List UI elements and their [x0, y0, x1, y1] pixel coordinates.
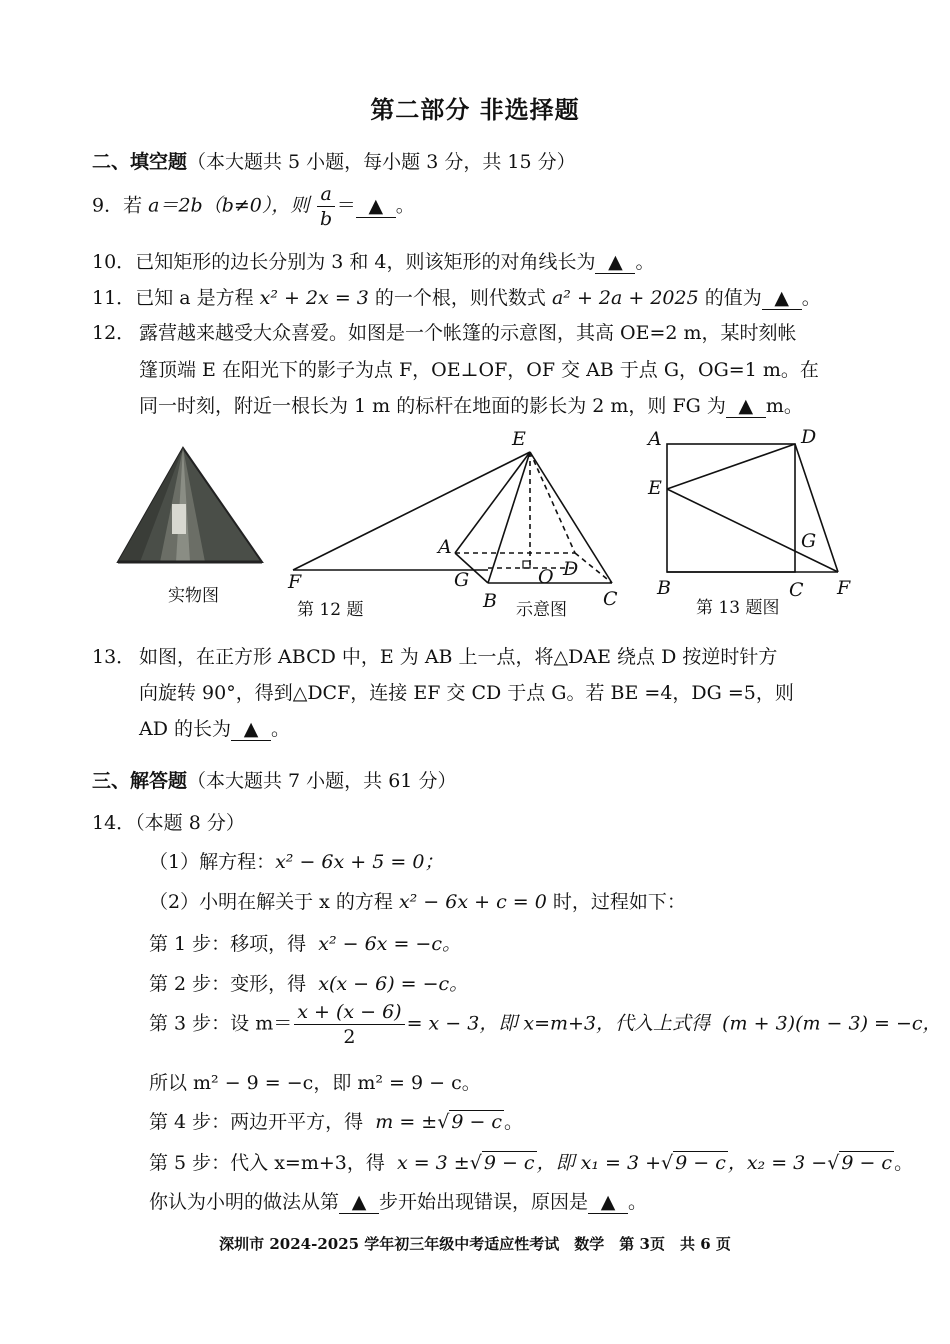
- q12-line-2: 篷顶端 E 在阳光下的影子为点 F，OE⊥OF，OF 交 AB 于点 G，OG=1 m。在: [139, 359, 819, 381]
- q14-part-2-label: （2）小明在解关于 x 的方程: [149, 891, 399, 913]
- step-4-end: 。: [504, 1111, 524, 1133]
- tent-photo: [118, 448, 262, 562]
- q12-line-1: 露营越来越受大众喜爱。如图是一个帐篷的示意图，其高 OE=2 m，某时刻帐: [139, 322, 797, 344]
- q12-line-3: [139, 391, 803, 418]
- q14-question-end: 。: [628, 1191, 648, 1213]
- sq-label-E: E: [648, 477, 662, 499]
- step-4-label: 第 4 步：两边开平方，得: [149, 1111, 364, 1133]
- q9-equation: a＝2b（b≠0），则: [148, 194, 316, 217]
- label-A: A: [438, 536, 452, 558]
- q13-line-3: [139, 714, 290, 741]
- step-2-equation: x(x − 6) = −c。: [318, 973, 469, 995]
- q14-step-1: [149, 929, 461, 956]
- step-3-result: (m + 3)(m − 3) = −c，: [722, 1012, 942, 1035]
- section-2-heading: 二、填空题: [92, 151, 188, 173]
- step-3-frac-den: 2: [343, 1026, 356, 1048]
- answer-blank: ▲: [588, 1191, 628, 1214]
- q11-number: 11．: [92, 287, 136, 309]
- question-10: [92, 247, 655, 274]
- q13-caption: 第 13 题图: [696, 598, 780, 618]
- answer-blank: ▲: [339, 1191, 379, 1214]
- q14-part-1: [149, 847, 443, 874]
- label-B: B: [483, 590, 497, 612]
- sq-label-A: A: [648, 428, 662, 450]
- photo-caption: 实物图: [168, 586, 219, 606]
- step-5-x2: ，x₂ = 3 −: [727, 1152, 828, 1174]
- step-1-label: 第 1 步：移项，得: [149, 933, 307, 955]
- q12-caption: 第 12 题: [297, 600, 364, 620]
- q12-line-3-text: 同一时刻，附近一根长为 1 m 的标杆在地面的影长为 2 m，则 FG 为: [139, 395, 726, 417]
- q13-end: 。: [271, 718, 291, 740]
- answer-blank: ▲: [231, 718, 271, 741]
- label-F: F: [288, 571, 302, 593]
- step-5-radicand-3: 9 − c: [841, 1152, 893, 1174]
- q11-text: 已知 a 是方程: [135, 287, 260, 309]
- q10-text: 已知矩形的边长分别为 3 和 4，则该矩形的对角线长为: [135, 251, 596, 273]
- step-3-equation: = x − 3，即 x=m+3，代入上式得: [406, 1012, 711, 1035]
- q10-number: 10．: [92, 251, 136, 273]
- answer-blank: ▲: [726, 395, 766, 418]
- question-12-number: 12．: [92, 322, 136, 344]
- q9-frac-num: a: [317, 182, 334, 207]
- answer-blank: ▲: [356, 195, 396, 218]
- section-2-header: [92, 147, 576, 174]
- step-5-radicand: 9 − c: [483, 1152, 535, 1174]
- step-2-label: 第 2 步：变形，得: [149, 973, 307, 995]
- q14-question-text-b: 步开始出现错误，原因是: [379, 1191, 589, 1213]
- q14-step-2: [149, 969, 468, 996]
- q14-part-2-equation: x² − 6x + c = 0: [398, 891, 547, 913]
- q14-step-3: [149, 1000, 942, 1049]
- section-3-heading: 三、解答题: [92, 770, 188, 792]
- square-figure: [667, 444, 838, 572]
- step-5-end: 。: [894, 1152, 914, 1174]
- section-2-note: （本大题共 5 小题，每小题 3 分，共 15 分）: [187, 151, 576, 173]
- q14-question: [149, 1187, 647, 1214]
- q9-equals: ＝: [336, 194, 356, 217]
- step-5-radicand-2: 9 − c: [675, 1152, 726, 1174]
- answer-blank: ▲: [595, 251, 635, 274]
- step-3-label: 第 3 步：设 m＝: [149, 1012, 293, 1035]
- section-3-header: [92, 766, 456, 793]
- q9-frac-den: b: [320, 208, 333, 230]
- q11-end: 。: [801, 287, 821, 309]
- page-title: 第二部分 非选择题: [370, 95, 580, 124]
- step-4-equation: m = ±: [375, 1111, 438, 1133]
- q11-expression: a² + 2a + 2025: [551, 287, 699, 309]
- q14-question-text-a: 你认为小明的做法从第: [149, 1191, 340, 1213]
- answer-blank: ▲: [762, 287, 802, 310]
- section-3-note: （本大题共 7 小题，共 61 分）: [187, 770, 457, 792]
- step-3-frac-num: x + (x − 6): [294, 1000, 404, 1025]
- q11-text-c: 的值为: [698, 287, 762, 309]
- schematic-caption: 示意图: [516, 600, 567, 620]
- q14-part-1-label: （1）解方程：: [149, 851, 276, 873]
- q9-number: 9．: [92, 194, 124, 217]
- label-D: D: [563, 558, 579, 580]
- q14-part-2-after: 时，过程如下：: [546, 891, 686, 913]
- q14-step-5: 第 5 步：代入 x=m+3，得 x = 3 ±√ 9 − c ，即 x₁ = 3 +√ 9 − c ，x₂ = 3 −√ 9 − c 。: [149, 1152, 914, 1174]
- q14-step-4: 第 4 步：两边开平方，得 m = ±√ 9 − c 。: [149, 1111, 524, 1133]
- label-C: C: [603, 588, 618, 610]
- q13-line-2: 向旋转 90°，得到△DCF，连接 EF 交 CD 于点 G。若 BE =4，DG =5，则: [139, 682, 794, 704]
- step-5-label: 第 5 步：代入 x=m+3，得: [149, 1152, 385, 1174]
- q11-equation: x² + 2x = 3: [259, 287, 369, 309]
- q14-step-3b: 所以 m² − 9 = −c，即 m² = 9 − c。: [149, 1072, 481, 1094]
- page-footer: 深圳市 2024-2025 学年初三年级中考适应性考试 数学 第 3页 共 6 页: [219, 1235, 731, 1253]
- q12-unit: m。: [765, 395, 803, 417]
- question-13-number: 13．: [92, 646, 136, 668]
- q13-line-1: 如图，在正方形 ABCD 中，E 为 AB 上一点，将△DAE 绕点 D 按逆时针方: [139, 646, 778, 668]
- step-3-fraction: [294, 1000, 404, 1049]
- question-14-header: 14．（本题 8 分）: [92, 812, 245, 834]
- figures-row: [0, 420, 950, 630]
- q13-line-3-text: AD 的长为: [139, 718, 231, 740]
- question-9: [92, 182, 415, 231]
- q11-text-b: 的一个根，则代数式: [368, 287, 552, 309]
- sq-label-B: B: [657, 577, 671, 599]
- q14-part-2: [149, 887, 686, 914]
- step-4-radicand: 9 − c: [451, 1111, 503, 1133]
- q10-end: 。: [635, 251, 655, 273]
- step-1-equation: x² − 6x = −c。: [318, 933, 461, 955]
- label-O: O: [538, 566, 554, 588]
- q14-part-1-equation: x² − 6x + 5 = 0；: [275, 851, 444, 873]
- question-11: [92, 283, 821, 310]
- q9-fraction: [317, 182, 334, 231]
- sq-label-F: F: [837, 577, 851, 599]
- sq-label-D: D: [801, 426, 817, 448]
- label-G: G: [454, 569, 470, 591]
- sq-label-G: G: [801, 530, 817, 552]
- q9-text: 若: [123, 194, 149, 217]
- step-5-equation: x = 3 ±: [396, 1152, 470, 1174]
- step-5-x1: ，即 x₁ = 3 +: [536, 1152, 661, 1174]
- sq-label-C: C: [789, 579, 804, 601]
- label-E: E: [512, 428, 526, 450]
- q9-end: 。: [395, 194, 415, 217]
